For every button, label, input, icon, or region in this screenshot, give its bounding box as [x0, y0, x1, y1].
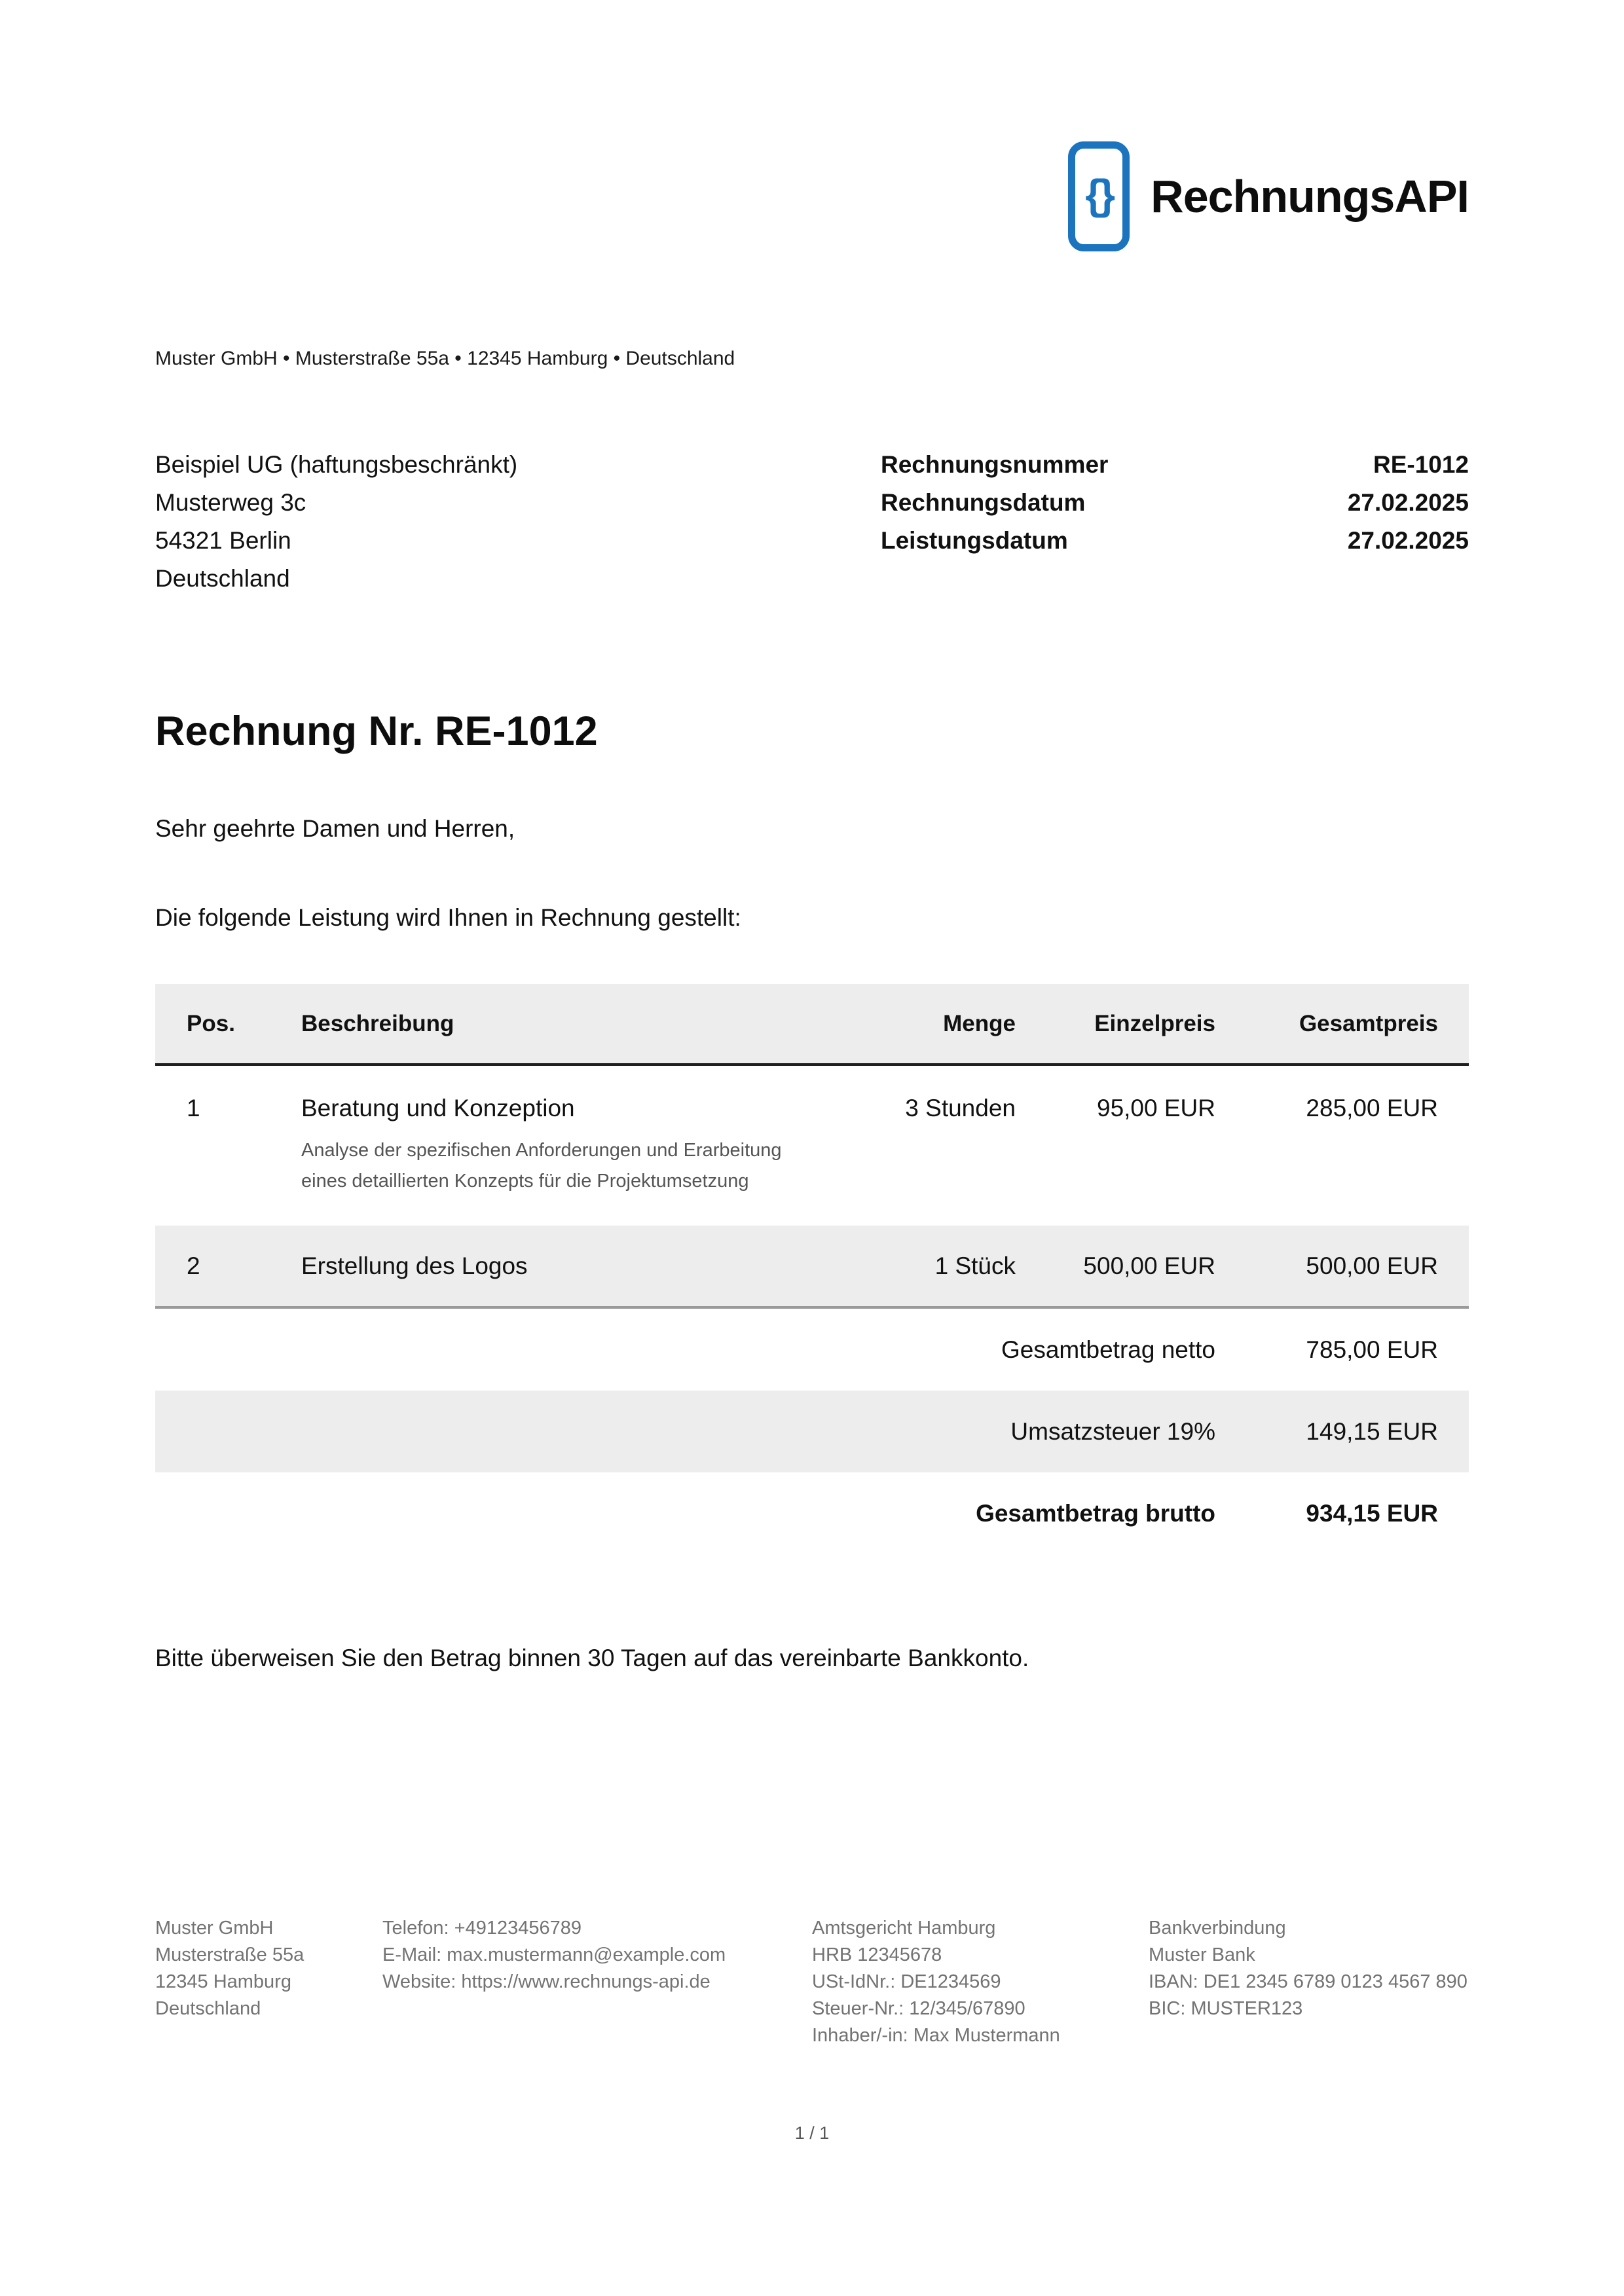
- meta-value: 27.02.2025: [1347, 489, 1469, 516]
- item-pos: 1: [187, 1095, 200, 1121]
- item-description-cell: [301, 1095, 819, 1197]
- meta-row-invoice-date: [881, 484, 1469, 522]
- footer-hrb: HRB 12345678: [812, 1944, 942, 1965]
- footer-company-street: Musterstraße 55a: [155, 1944, 304, 1965]
- item-unit-price: 500,00 EUR: [1083, 1252, 1215, 1279]
- total-gross-label: Gesamtbetrag brutto: [976, 1499, 1215, 1527]
- footer-phone: Telefon: +49123456789: [382, 1918, 581, 1939]
- brand-logo: [155, 141, 1469, 252]
- curly-braces-icon: [1068, 141, 1130, 251]
- item-pos: 2: [187, 1252, 200, 1279]
- total-net-label: Gesamtbetrag netto: [1001, 1336, 1215, 1363]
- footer-bank-name: Muster Bank: [1149, 1944, 1255, 1965]
- item-description: Erstellung des Logos: [301, 1252, 528, 1279]
- vat-label: Umsatzsteuer 19%: [1010, 1417, 1215, 1445]
- item-description-detail: Analyse der spezifischen Anforderungen und Erarbeitung eines detaillierten Konzepts für die Projektumsetzung: [301, 1140, 782, 1192]
- sender-line: Muster GmbH • Musterstraße 55a • 12345 Hamburg • Deutschland: [155, 348, 735, 369]
- footer-vat-id: USt-IdNr.: DE1234569: [812, 1971, 1001, 1992]
- item-total: 500,00 EUR: [1306, 1252, 1438, 1279]
- footer-company-name: Muster GmbH: [155, 1918, 274, 1939]
- recipient-address: [155, 446, 517, 598]
- footer-company-column: [155, 1915, 304, 2022]
- meta-row-invoice-number: [881, 446, 1469, 484]
- greeting-text: Sehr geehrte Damen und Herren,: [155, 815, 515, 842]
- recipient-country: Deutschland: [155, 565, 290, 592]
- meta-label: Rechnungsnummer: [881, 451, 1109, 478]
- footer-contact-column: [382, 1915, 726, 1995]
- table-row: [155, 1226, 1469, 1309]
- meta-label: Rechnungsdatum: [881, 489, 1086, 516]
- footer-owner: Inhaber/-in: Max Mustermann: [812, 2025, 1060, 2046]
- header-total-price: Gesamtpreis: [1299, 1010, 1438, 1036]
- footer-tax-number: Steuer-Nr.: 12/345/67890: [812, 1998, 1025, 2019]
- total-net-value: 785,00 EUR: [1306, 1336, 1438, 1363]
- item-unit-price: 95,00 EUR: [1097, 1095, 1215, 1121]
- line-items-table: [155, 984, 1469, 1554]
- header-description: Beschreibung: [301, 1010, 454, 1036]
- header-unit-price: Einzelpreis: [1094, 1010, 1215, 1036]
- meta-row-service-date: [881, 522, 1469, 560]
- footer-iban: IBAN: DE1 2345 6789 0123 4567 890: [1149, 1971, 1467, 1992]
- footer-court: Amtsgericht Hamburg: [812, 1918, 996, 1939]
- curly-braces-glyph: {}: [1085, 171, 1113, 218]
- item-quantity: 1 Stück: [934, 1252, 1016, 1279]
- meta-value: RE-1012: [1373, 451, 1469, 478]
- header-pos: Pos.: [187, 1010, 235, 1036]
- intro-text: Die folgende Leistung wird Ihnen in Rechnung gestellt:: [155, 904, 741, 931]
- vat-value: 149,15 EUR: [1306, 1417, 1438, 1445]
- footer-company-city: 12345 Hamburg: [155, 1971, 291, 1992]
- footer-bic: BIC: MUSTER123: [1149, 1998, 1303, 2019]
- header-quantity: Menge: [943, 1010, 1016, 1036]
- footer-bank-column: [1149, 1915, 1467, 2022]
- recipient-street: Musterweg 3c: [155, 489, 306, 516]
- total-gross-row: [155, 1472, 1469, 1554]
- page-number: 1 / 1: [794, 2123, 830, 2143]
- footer-company-country: Deutschland: [155, 1998, 261, 2019]
- invoice-meta: [881, 446, 1469, 560]
- item-total: 285,00 EUR: [1306, 1095, 1438, 1121]
- footer-website: Website: https://www.rechnungs-api.de: [382, 1971, 710, 1992]
- footer-legal-column: [812, 1915, 1060, 2049]
- recipient-city: 54321 Berlin: [155, 527, 291, 554]
- total-net-row: [155, 1309, 1469, 1391]
- item-quantity: 3 Stunden: [905, 1095, 1016, 1121]
- table-row: [155, 1066, 1469, 1226]
- item-description: Beratung und Konzeption: [301, 1095, 575, 1121]
- payment-note: Bitte überweisen Sie den Betrag binnen 30 Tagen auf das vereinbarte Bankkonto.: [155, 1645, 1029, 1671]
- table-header-row: [155, 984, 1469, 1066]
- brand-name: RechnungsAPI: [1151, 171, 1469, 222]
- vat-row: [155, 1391, 1469, 1472]
- meta-label: Leistungsdatum: [881, 527, 1068, 554]
- recipient-name: Beispiel UG (haftungsbeschränkt): [155, 451, 518, 478]
- page-title: Rechnung Nr. RE-1012: [155, 708, 598, 754]
- address-meta-section: [155, 446, 1469, 598]
- footer-email: E-Mail: max.mustermann@example.com: [382, 1944, 726, 1965]
- meta-value: 27.02.2025: [1347, 527, 1469, 554]
- footer-bank-heading: Bankverbindung: [1149, 1918, 1286, 1939]
- total-gross-value: 934,15 EUR: [1306, 1499, 1438, 1527]
